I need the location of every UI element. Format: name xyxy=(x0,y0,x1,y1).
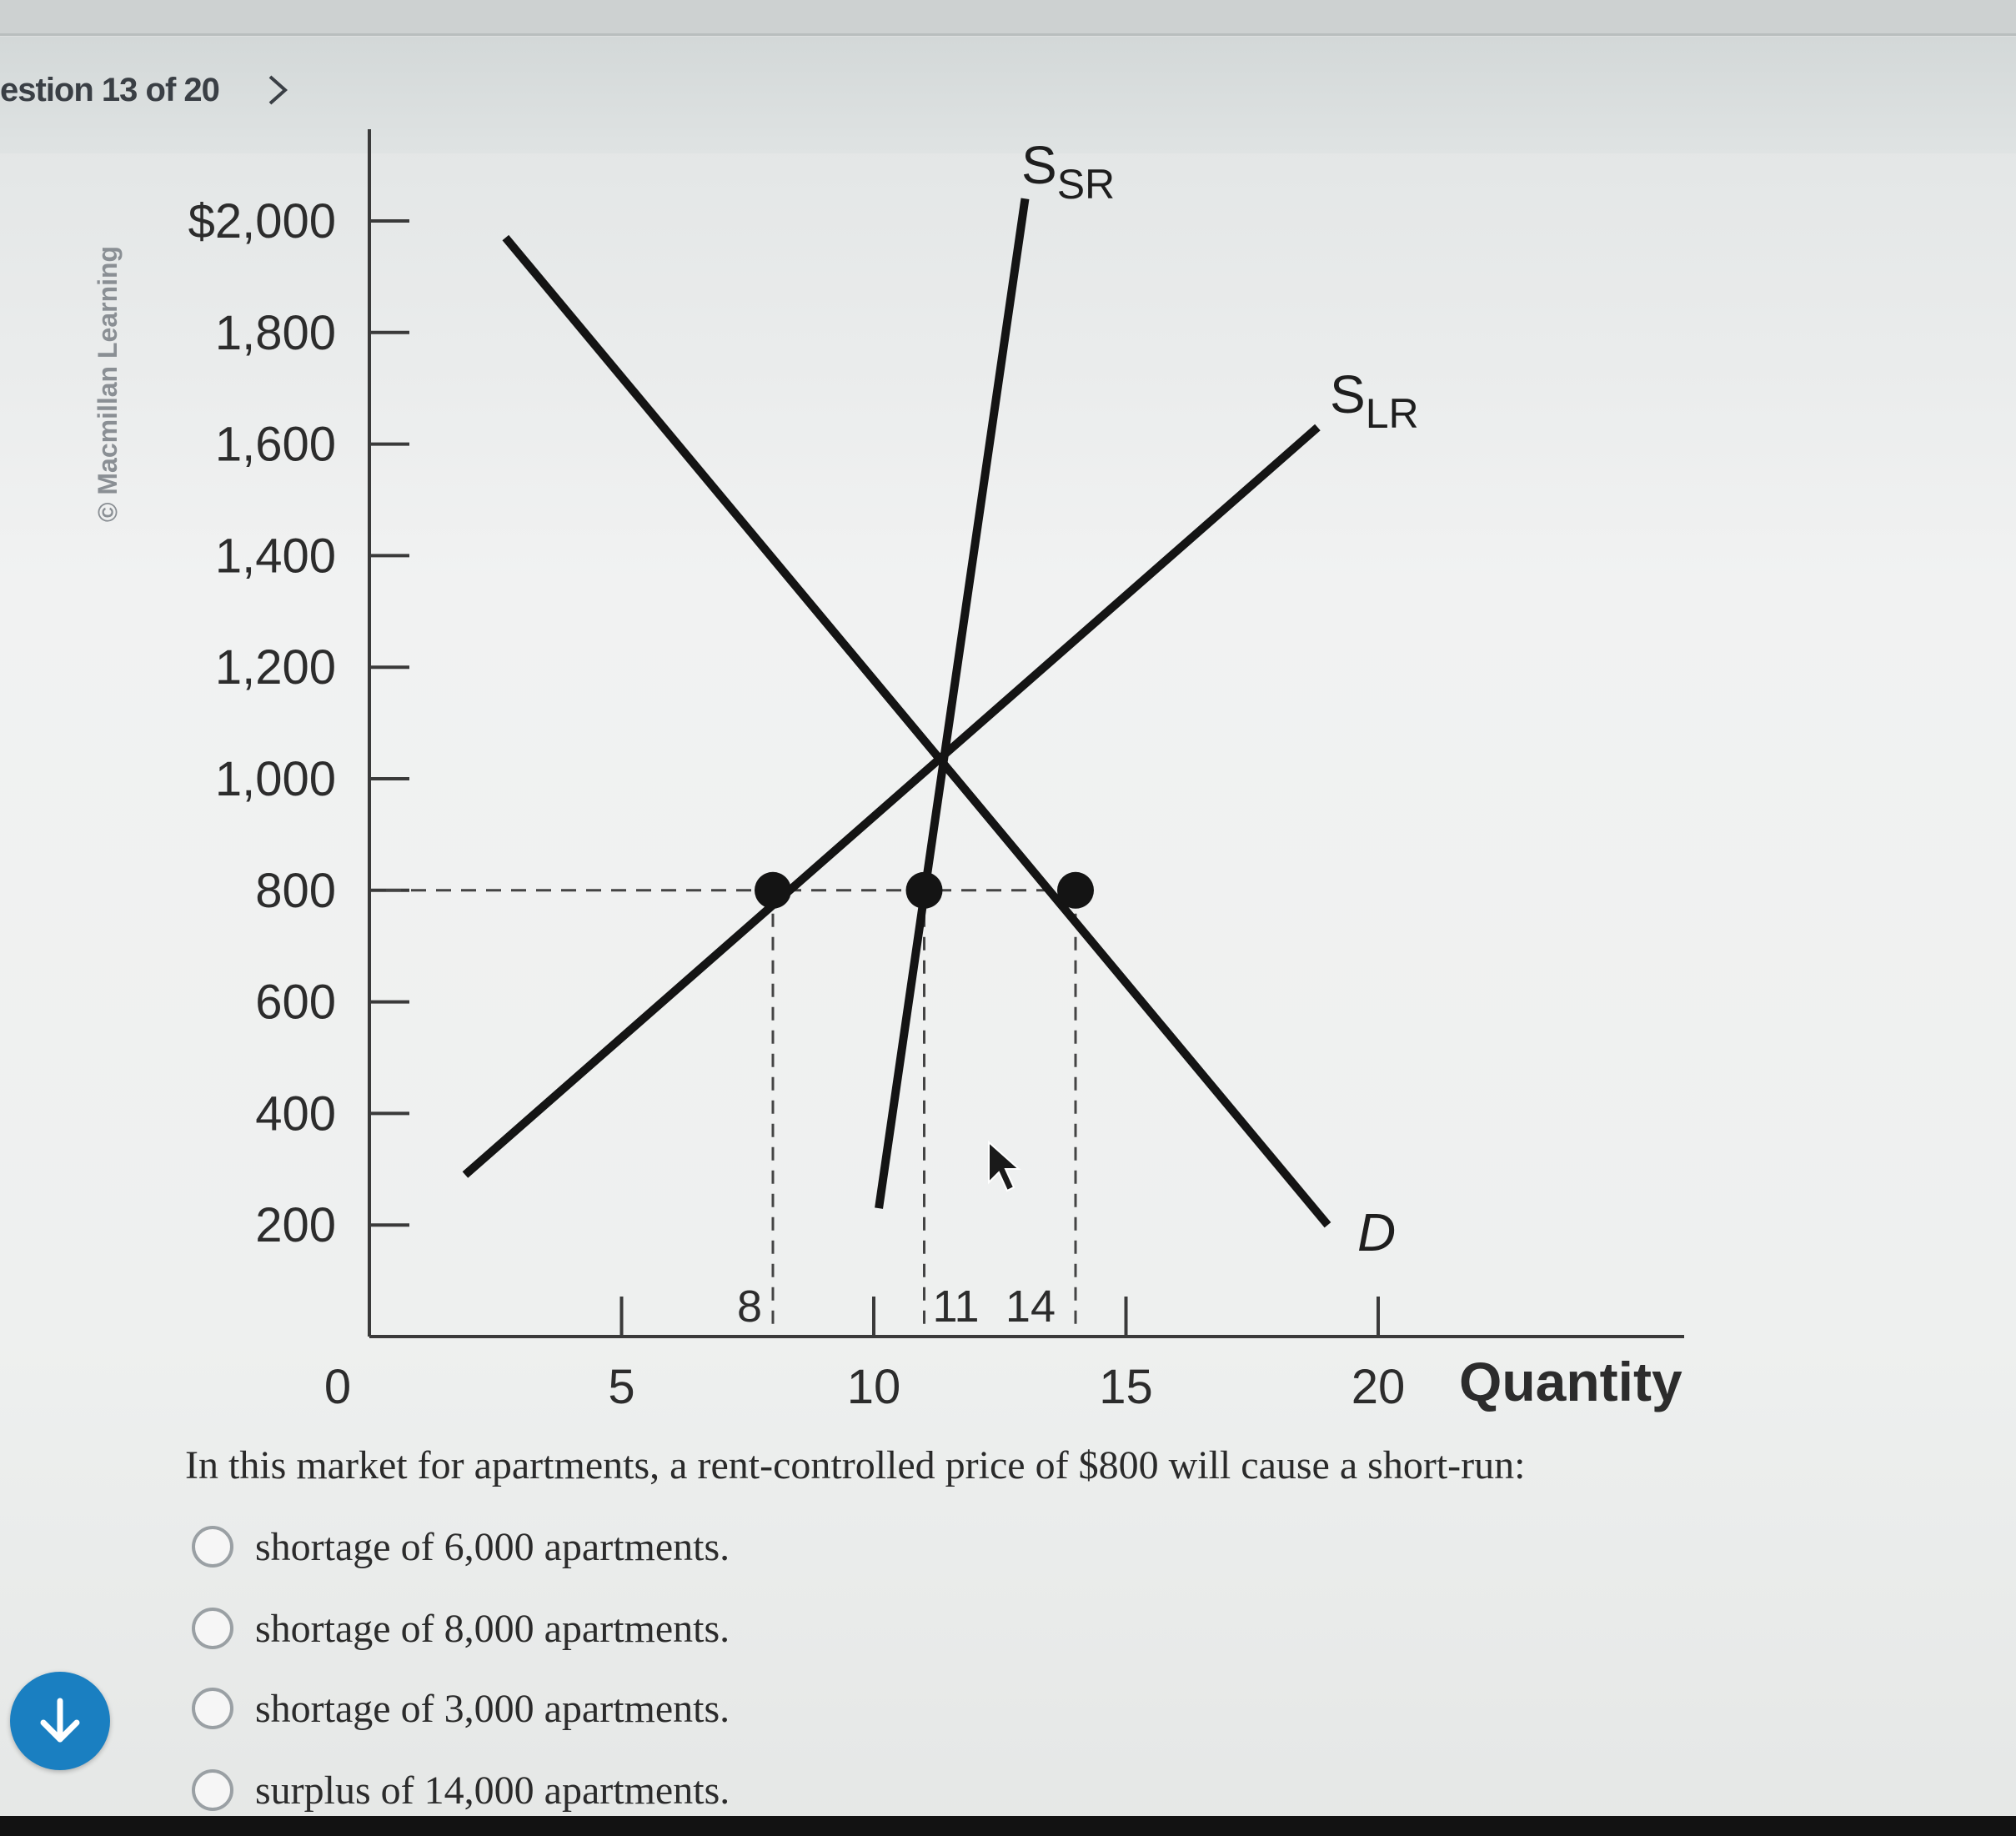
curve-label xyxy=(1021,135,1115,208)
y-tick-label: 400 xyxy=(255,1086,336,1141)
curve-label-main: D xyxy=(1357,1202,1397,1262)
equilibrium-point xyxy=(906,872,943,909)
curve-label-main: S xyxy=(1021,135,1057,195)
mouse-cursor-icon xyxy=(989,1142,1019,1191)
curve-label-subscript: SR xyxy=(1056,161,1116,208)
credit-text: © Macmillan Learning xyxy=(93,245,123,522)
screen-bezel xyxy=(0,1816,2016,1836)
price-control-guides xyxy=(386,890,1076,1333)
radio-button[interactable] xyxy=(192,1526,233,1568)
x-tick-label: 15 xyxy=(1099,1360,1153,1414)
answer-choice[interactable] xyxy=(192,1517,730,1576)
scroll-down-button[interactable] xyxy=(10,1672,110,1770)
point-quantity-label: 14 xyxy=(1005,1282,1056,1332)
x-tick-label: 20 xyxy=(1351,1360,1406,1414)
y-tick-label: 1,400 xyxy=(214,529,336,584)
y-tick-label: 200 xyxy=(255,1198,336,1253)
x-axis-title: Quantity xyxy=(1459,1351,1683,1412)
curve-label xyxy=(1357,1202,1396,1262)
radio-button[interactable] xyxy=(192,1769,233,1811)
curve-d xyxy=(505,238,1327,1225)
y-tick-label: 1,800 xyxy=(214,305,336,360)
curve-label-subscript: LR xyxy=(1365,390,1419,437)
y-tick-label: 1,600 xyxy=(214,417,336,472)
question-counter: estion 13 of 20 xyxy=(0,71,219,108)
answer-choice[interactable] xyxy=(192,1761,730,1819)
radio-button[interactable] xyxy=(192,1608,233,1649)
x-tick-label: 10 xyxy=(846,1360,901,1414)
chart-labels xyxy=(188,135,1683,1414)
y-tick-label: 600 xyxy=(255,975,336,1030)
choice-label: shortage of 8,000 apartments. xyxy=(255,1606,730,1651)
choice-label: surplus of 14,000 apartments. xyxy=(255,1768,730,1813)
question-prompt: In this market for apartments, a rent-controlled price of $800 will cause a short-run: xyxy=(185,1443,1526,1487)
choice-label: shortage of 6,000 apartments. xyxy=(255,1524,730,1569)
answer-choice[interactable] xyxy=(192,1599,730,1658)
radio-button[interactable] xyxy=(192,1688,233,1729)
curve-label-main: S xyxy=(1330,364,1366,424)
y-tick-label: $2,000 xyxy=(188,194,336,248)
curve-label xyxy=(1330,364,1419,437)
arrow-down-icon xyxy=(33,1694,87,1748)
y-tick-label: 1,000 xyxy=(214,752,336,806)
choice-label: shortage of 3,000 apartments. xyxy=(255,1686,730,1731)
answer-choice[interactable] xyxy=(192,1679,730,1738)
y-tick-label: 1,200 xyxy=(214,640,336,695)
x-tick-label: 5 xyxy=(608,1360,635,1414)
y-tick-label: 800 xyxy=(255,863,336,918)
equilibrium-point xyxy=(755,872,791,909)
equilibrium-point xyxy=(1057,872,1094,909)
chart-curves xyxy=(465,198,1328,1225)
x-tick-label: 0 xyxy=(323,1360,352,1414)
point-quantity-label: 8 xyxy=(736,1282,763,1332)
point-quantity-label: 11 xyxy=(932,1282,980,1332)
